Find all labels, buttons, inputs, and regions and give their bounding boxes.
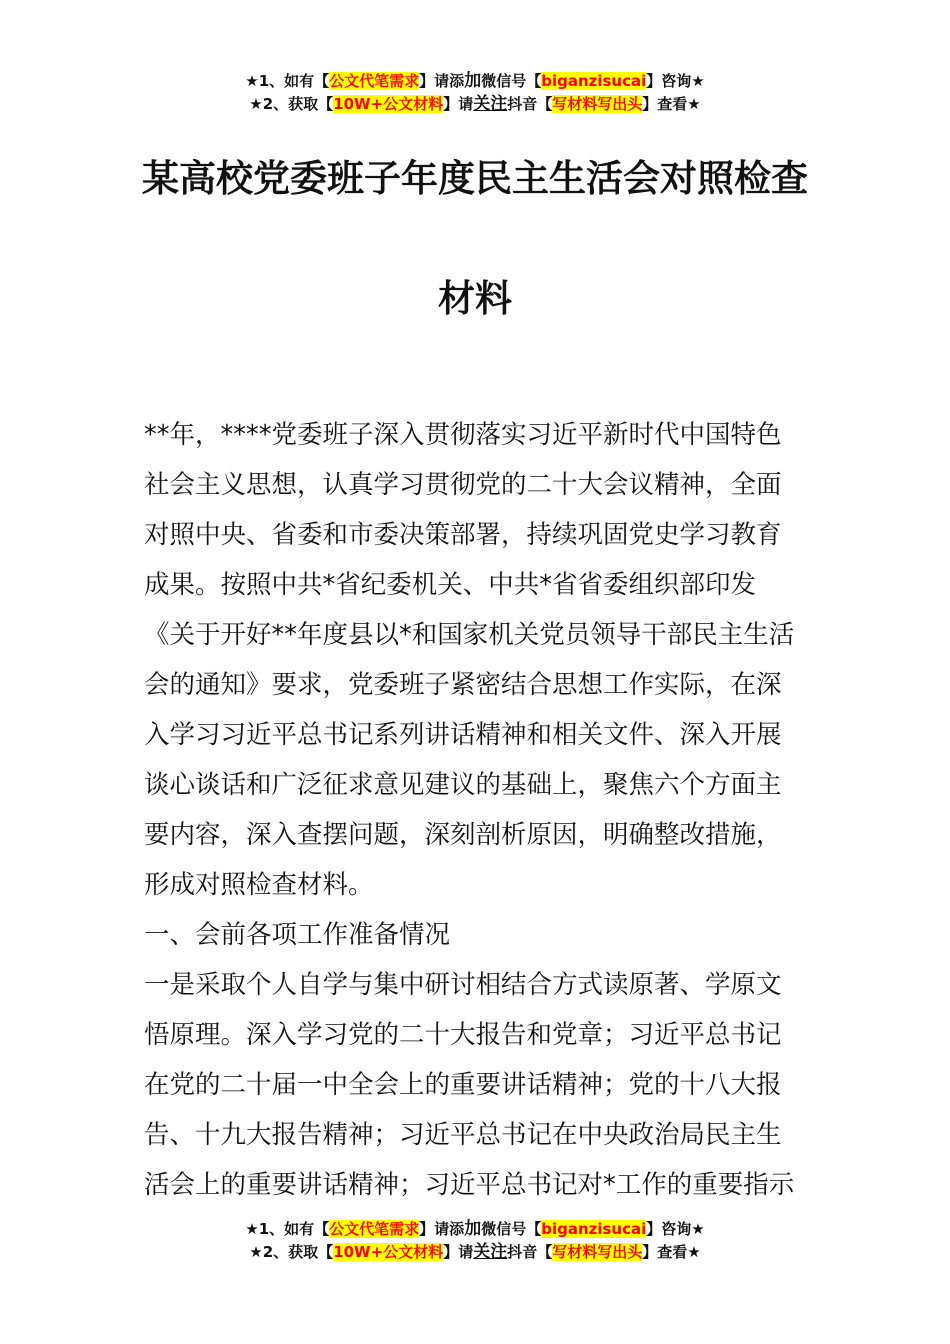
ad-highlight: biganzisucai (541, 72, 647, 90)
ad-text: 微信号【 (481, 72, 542, 90)
ad-line-2 (0, 93, 950, 116)
header-ad-banner (0, 70, 950, 116)
ad-text: 】查看★ (642, 1243, 701, 1261)
ad-highlight: 写材料写出头 (552, 1243, 643, 1261)
footer-ad-banner (0, 1218, 950, 1264)
ad-text: 】咨询★ (646, 72, 705, 90)
ad-line-1 (0, 70, 950, 93)
ad-text: 抖音【 (507, 95, 553, 113)
ad-text: 】请 (443, 1243, 474, 1261)
ad-text: 】请添 (419, 1220, 465, 1238)
ad-text: 微信号【 (481, 1220, 542, 1238)
body-line: **年，****党委班子深入贯彻落实习近平新时代中国特色 (144, 420, 782, 450)
ad-text: 】请添 (419, 72, 465, 90)
ad-text: 】查看★ (642, 95, 701, 113)
body-line: 要内容，深入查摆问题，深刻剖析原因，明确整改措施， (144, 820, 782, 850)
ad-text: 加 (464, 71, 482, 91)
body-line: 《关于开好**年度县以*和国家机关党员领导干部民主生活 (144, 620, 795, 650)
ad-text: ★1、如有【 (245, 1220, 330, 1238)
body-line: 形成对照检查材料。 (144, 870, 374, 900)
ad-highlight: 10W+公文材料 (333, 1243, 444, 1261)
body-line: 一是采取个人自学与集中研讨相结合方式读原著、学原文 (144, 970, 782, 1000)
ad-highlight: biganzisucai (541, 1220, 647, 1238)
ad-text: ★1、如有【 (245, 72, 330, 90)
document-body (144, 410, 808, 1210)
ad-text: 】请 (443, 95, 474, 113)
ad-text: ★2、获取【 (249, 95, 334, 113)
ad-highlight: 10W+公文材料 (333, 95, 444, 113)
body-line: 悟原理。深入学习党的二十大报告和党章；习近平总书记 (144, 1020, 782, 1050)
body-line: 对照中央、省委和市委决策部署，持续巩固党史学习教育 (144, 520, 782, 550)
ad-text: 抖音【 (507, 1243, 553, 1261)
ad-line-1 (0, 1218, 950, 1241)
body-line: 会的通知》要求，党委班子紧密结合思想工作实际，在深 (144, 670, 782, 700)
body-line: 入学习习近平总书记系列讲话精神和相关文件、深入开展 (144, 720, 782, 750)
ad-highlight: 公文代笔需求 (329, 1220, 420, 1238)
ad-highlight: 写材料写出头 (552, 95, 643, 113)
body-line: 活会上的重要讲话精神；习近平总书记对*工作的重要指示 (144, 1170, 795, 1200)
ad-line-2 (0, 1241, 950, 1264)
ad-text: ★2、获取【 (249, 1243, 334, 1261)
ad-text: 关注 (473, 94, 508, 114)
document-title-line-1: 某高校党委班子年度民主生活会对照检查 (142, 157, 808, 200)
ad-text: 加 (464, 1219, 482, 1239)
ad-text: 】咨询★ (646, 1220, 705, 1238)
section-heading: 一、会前各项工作准备情况 (144, 920, 451, 950)
body-line: 谈心谈话和广泛征求意见建议的基础上，聚焦六个方面主 (144, 770, 782, 800)
document-title-line-2: 材料 (438, 277, 512, 320)
body-line: 成果。按照中共*省纪委机关、中共*省省委组织部印发 (144, 570, 757, 600)
ad-text: 关注 (473, 1242, 508, 1262)
body-line: 社会主义思想，认真学习贯彻党的二十大会议精神，全面 (144, 470, 782, 500)
body-line: 在党的二十届一中全会上的重要讲话精神；党的十八大报 (144, 1070, 782, 1100)
body-line: 告、十九大报告精神；习近平总书记在中央政治局民主生 (144, 1120, 782, 1150)
ad-highlight: 公文代笔需求 (329, 72, 420, 90)
